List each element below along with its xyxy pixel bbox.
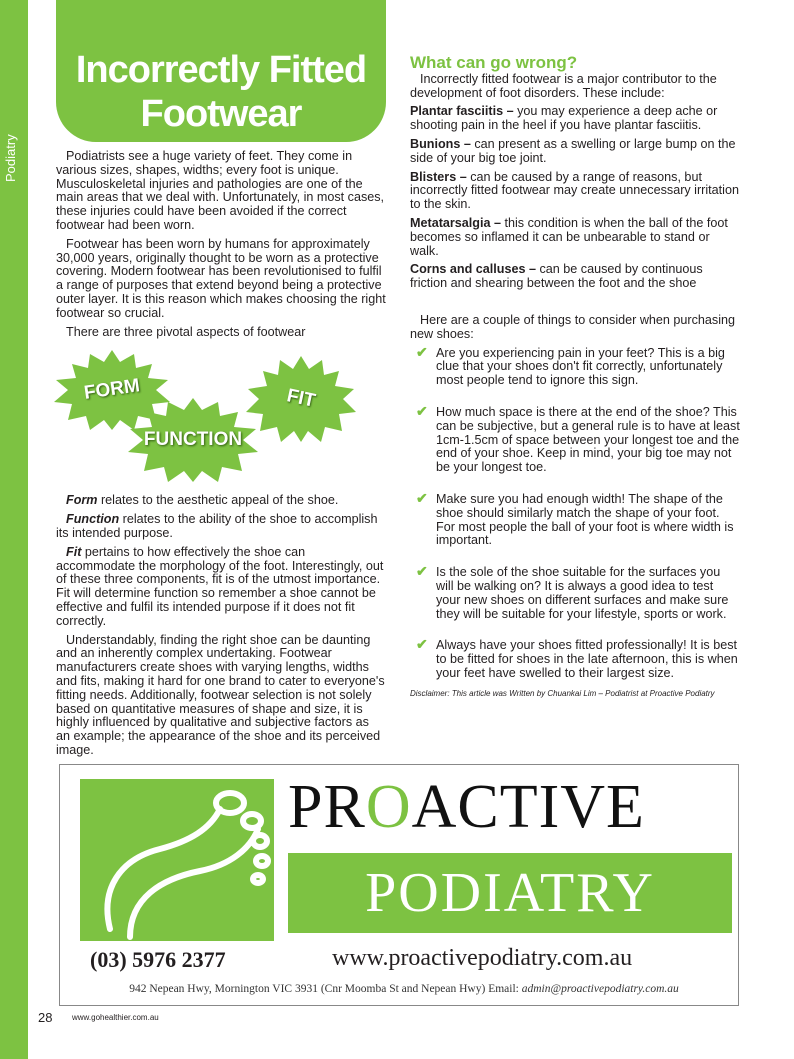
disorder-term: Corns and calluses – xyxy=(410,262,536,277)
disorder-text: you may experience a deep ache or shooting pain in the heel if you have plantar fasciitis. xyxy=(410,104,718,133)
disorder-plantar xyxy=(410,105,740,133)
form-term: Form xyxy=(66,493,98,508)
check-text: Are you experiencing pain in your feet? This is a big clue that your shoes don't fit correctly, unfortunately most people tend to ignore this sign. xyxy=(436,345,725,388)
brand-text: PR xyxy=(288,773,366,841)
disorder-term: Bunions – xyxy=(410,136,471,151)
paragraph-consider: Here are a couple of things to consider when purchasing new shoes: xyxy=(410,312,736,341)
disorder-text: can present as a swelling or large bump on the side of your big toe joint. xyxy=(410,136,736,165)
paragraph-disorders-intro: Incorrectly fitted footwear is a major contributor to the development of foot disorders. These include: xyxy=(410,71,717,100)
paragraph-function xyxy=(56,513,386,541)
check-text: How much space is there at the end of the shoe? This can be subjective, but a general rule is to have at least 1cm-1.5cm of space between your longest toe and the end of your shoe. Keep in mind, your big toe may not be your longest toe. xyxy=(436,404,740,475)
disorder-term: Plantar fasciitis – xyxy=(410,104,514,119)
disorder-term: Metatarsalgia – xyxy=(410,215,501,230)
address-line xyxy=(84,983,724,995)
function-burst xyxy=(128,398,258,482)
brand-name-top xyxy=(288,775,728,839)
page-number: 28 xyxy=(38,1010,53,1025)
foot-icon xyxy=(80,779,274,941)
disclaimer: Disclaimer: This article was Written by Chuankai Lim – Podiatrist at Proactive Podiatry xyxy=(410,688,715,698)
check-text: Is the sole of the shoe suitable for the surfaces you will be walking on? It is always a good idea to test your new shoes on different surfaces and make sure they will be suitable for your lifestyle, sports or work. xyxy=(436,565,729,621)
paragraph-form xyxy=(56,494,386,508)
list-item xyxy=(410,343,740,388)
disorder-text: this condition is when the ball of the foot becomes so inflamed it can be unbearable to stand or walk. xyxy=(410,215,728,258)
paragraph-aspects: There are three pivotal aspects of footwear xyxy=(66,324,306,339)
checkmark-icon: ✔ xyxy=(416,489,428,506)
function-text: relates to the ability of the shoe to accomplish its intended purpose. xyxy=(56,512,378,540)
form-label: FORM xyxy=(82,375,142,404)
right-column xyxy=(410,53,740,700)
checkmark-icon: ✔ xyxy=(416,343,428,360)
checklist xyxy=(410,343,740,681)
disorder-text: can be caused by continuous friction and shearing between the foot and the shoe xyxy=(410,262,703,291)
list-item xyxy=(410,489,740,548)
title-line-1: Incorrectly Fitted xyxy=(75,49,367,91)
brand-text: ACTIVE xyxy=(411,773,645,841)
phone-number: (03) 5976 2377 xyxy=(90,947,226,972)
side-bar xyxy=(0,0,28,1059)
fit-term: Fit xyxy=(66,544,82,559)
list-item xyxy=(410,402,740,475)
disorder-metatarsalgia xyxy=(410,217,740,258)
check-text: Always have your shoes fitted professionally! It is best to be fitted for shoes in the late afternoon, this is when your feet have swelled to their largest size. xyxy=(436,638,738,680)
brand-o: O xyxy=(365,773,412,841)
fit-burst xyxy=(246,356,356,442)
checkmark-icon: ✔ xyxy=(416,563,428,580)
function-term: Function xyxy=(66,512,120,527)
disorder-text: can be caused by a range of reasons, but incorrectly fitted footwear may create unnecessary irritation to the skin. xyxy=(410,169,739,212)
disorder-corns xyxy=(410,263,740,291)
function-label: FUNCTION xyxy=(143,429,243,450)
fit-label: FIT xyxy=(284,385,318,412)
advertisement xyxy=(59,764,739,1006)
paragraph-intro: Podiatrists see a huge variety of feet. They come in various sizes, shapes, widths; every foot is unique. Musculoskeletal injuries and pathologies are one of the main areas that we deal with. Unfortunately, in most cases, these injuries could have been avoided if the correct footwear had been worn. xyxy=(56,149,385,232)
title-line-2: Footwear xyxy=(140,93,302,135)
website-link[interactable]: www.proactivepodiatry.com.au xyxy=(332,945,633,971)
disorder-bunions xyxy=(410,138,740,166)
address-text: 942 Nepean Hwy, Mornington VIC 3931 (Cnr Moomba St and Nepean Hwy) Email: xyxy=(129,983,522,995)
list-item xyxy=(410,636,740,680)
email-link[interactable]: admin@proactivepodiatry.com.au xyxy=(521,983,679,995)
list-item xyxy=(410,563,740,621)
checkmark-icon: ✔ xyxy=(416,402,428,419)
paragraph-history: Footwear has been worn by humans for approximately 30,000 years, originally thought to be worn as a protective covering. Modern footwear has been revolutionised to fulfil a range of purposes that extend beyond being a protective outer layer. It is this reason which makes choosing the right footwear so crucial. xyxy=(56,236,386,320)
footer-url[interactable]: www.gohealthier.com.au xyxy=(72,1013,159,1022)
page-title xyxy=(56,48,386,136)
fit-text: pertains to how effectively the shoe can accommodate the morphology of the foot. Interestingly, out of these three components, fit is of the utmost importance. Fit will determine function so remember a shoe cannot be effective and fulfil its intended purpose if it does not fit correctly. xyxy=(56,544,384,628)
brand-name-bottom: PODIATRY xyxy=(288,853,732,933)
disorder-term: Blisters – xyxy=(410,169,467,184)
form-text: relates to the aesthetic appeal of the shoe. xyxy=(97,493,339,508)
section-heading: What can go wrong? xyxy=(410,53,578,72)
paragraph-fit xyxy=(56,546,386,629)
disorder-blisters xyxy=(410,171,740,212)
section-label: Podiatry xyxy=(3,134,18,182)
checkmark-icon: ✔ xyxy=(416,636,428,653)
check-text: Make sure you had enough width! The shape of the shoe should similarly match the shape of your foot. For most people the ball of your foot is where width is important. xyxy=(436,491,734,548)
paragraph-conclusion: Understandably, finding the right shoe can be daunting and an inherently complex undertaking. Footwear manufacturers create shoes with varying lengths, widths and fits, making it hard for one brand to cater to everyone's fitting needs. Additionally, footwear selection is not solely based on quantitative measures of shape and size, it is highly influenced by qualitative and subjective factors as an example; the appearance of the shoe and its perceived image. xyxy=(56,632,385,757)
foot-logo xyxy=(80,779,274,941)
